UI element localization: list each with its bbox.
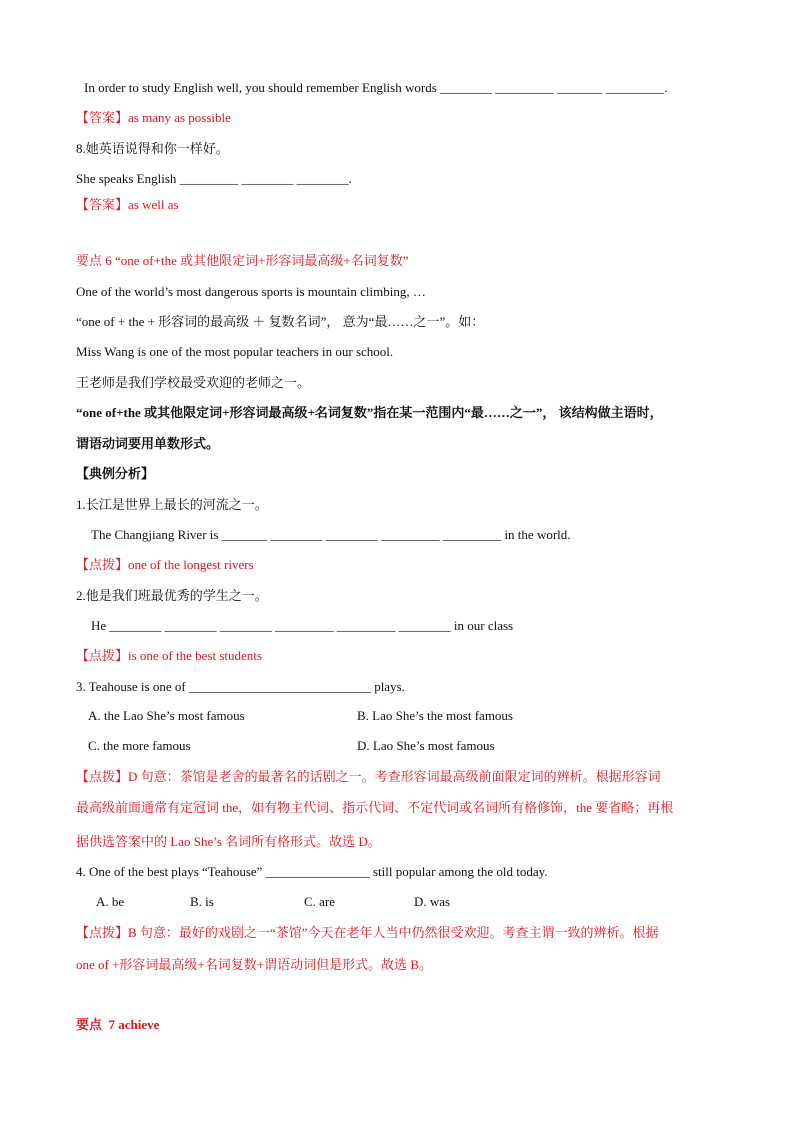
- example-analysis-heading: 【典例分析】: [76, 466, 155, 481]
- grammar-note: “one of+the 或其他限定词+形容词最高级+名词复数”指在某一范围内“最……之一”， 该结构做主语时，: [76, 405, 663, 420]
- option-d: D. Lao She’s most famous: [357, 738, 495, 753]
- grammar-note: 谓语动词要用单数形式。: [76, 436, 220, 451]
- hint-line: 【点拨】one of the longest rivers: [76, 557, 254, 572]
- question-8: 8.她英语说得和你一样好。: [76, 141, 229, 156]
- option-d: D. was: [414, 894, 451, 909]
- example-sentence: One of the world’s most dangerous sports is mountain climbing, …: [76, 284, 426, 299]
- exercise-sentence: The Changjiang River is _______ ________ ________ _________ _________ in the world.: [91, 527, 571, 542]
- question-1: 1.长江是世界上最长的河流之一。: [76, 497, 268, 512]
- hint-explanation: 最高级前面通常有定冠词 the，如有物主代词、指示代词、不定代词或名词所有格修饰，the 要省略；再根: [76, 800, 674, 815]
- question-2: 2.他是我们班最优秀的学生之一。: [76, 588, 268, 603]
- option-b: B. is: [190, 894, 214, 909]
- hint-explanation: one of +形容词最高级+名词复数+谓语动词但是形式。故选 B。: [76, 957, 433, 972]
- option-a: A. the Lao She’s most famous: [88, 708, 245, 723]
- option-c: C. are: [304, 894, 336, 909]
- exercise-sentence: He ________ ________ ________ _________ _________ ________ in our class: [91, 618, 514, 633]
- answer-line: 【答案】as many as possible: [76, 110, 231, 125]
- hint-explanation: 【点拨】D 句意：茶馆是老舍的最著名的话剧之一。考查形容词最高级前面限定词的辨析。根据形容词: [76, 769, 661, 784]
- hint-explanation: 【点拨】B 句意：最好的戏剧之一“茶馆”今天在老年人当中仍然很受欢迎。考查主谓一致的辨析。根据: [76, 925, 659, 940]
- exercise-sentence: She speaks English _________ ________ ________.: [76, 171, 352, 186]
- answer-line: 【答案】as well as: [76, 197, 179, 212]
- hint-explanation: 据供选答案中的 Lao She’s 名词所有格形式。故选 D。: [76, 834, 381, 849]
- question-3: 3. Teahouse is one of ____________________________ plays.: [76, 679, 405, 694]
- hint-line: 【点拨】is one of the best students: [76, 648, 262, 663]
- option-c: C. the more famous: [88, 738, 191, 753]
- example-sentence: Miss Wang is one of the most popular teachers in our school.: [76, 344, 394, 359]
- option-b: B. Lao She’s the most famous: [357, 708, 513, 723]
- exercise-sentence: In order to study English well, you should remember English words ________ _________ _______ _________.: [84, 80, 668, 95]
- section-heading-6: 要点 6 “one of+the 或其他限定词+形容词最高级+名词复数”: [76, 253, 409, 268]
- question-4: 4. One of the best plays “Teahouse” ________________ still popular among the old today.: [76, 864, 548, 879]
- example-translation: 王老师是我们学校最受欢迎的老师之一。: [76, 375, 311, 390]
- section-heading-7: 要点 7 achieve: [76, 1017, 160, 1032]
- option-a: A. be: [96, 894, 125, 909]
- grammar-rule: “one of + the + 形容词的最高级 ＋ 复数名词”， 意为“最……之一”。如：: [76, 314, 485, 329]
